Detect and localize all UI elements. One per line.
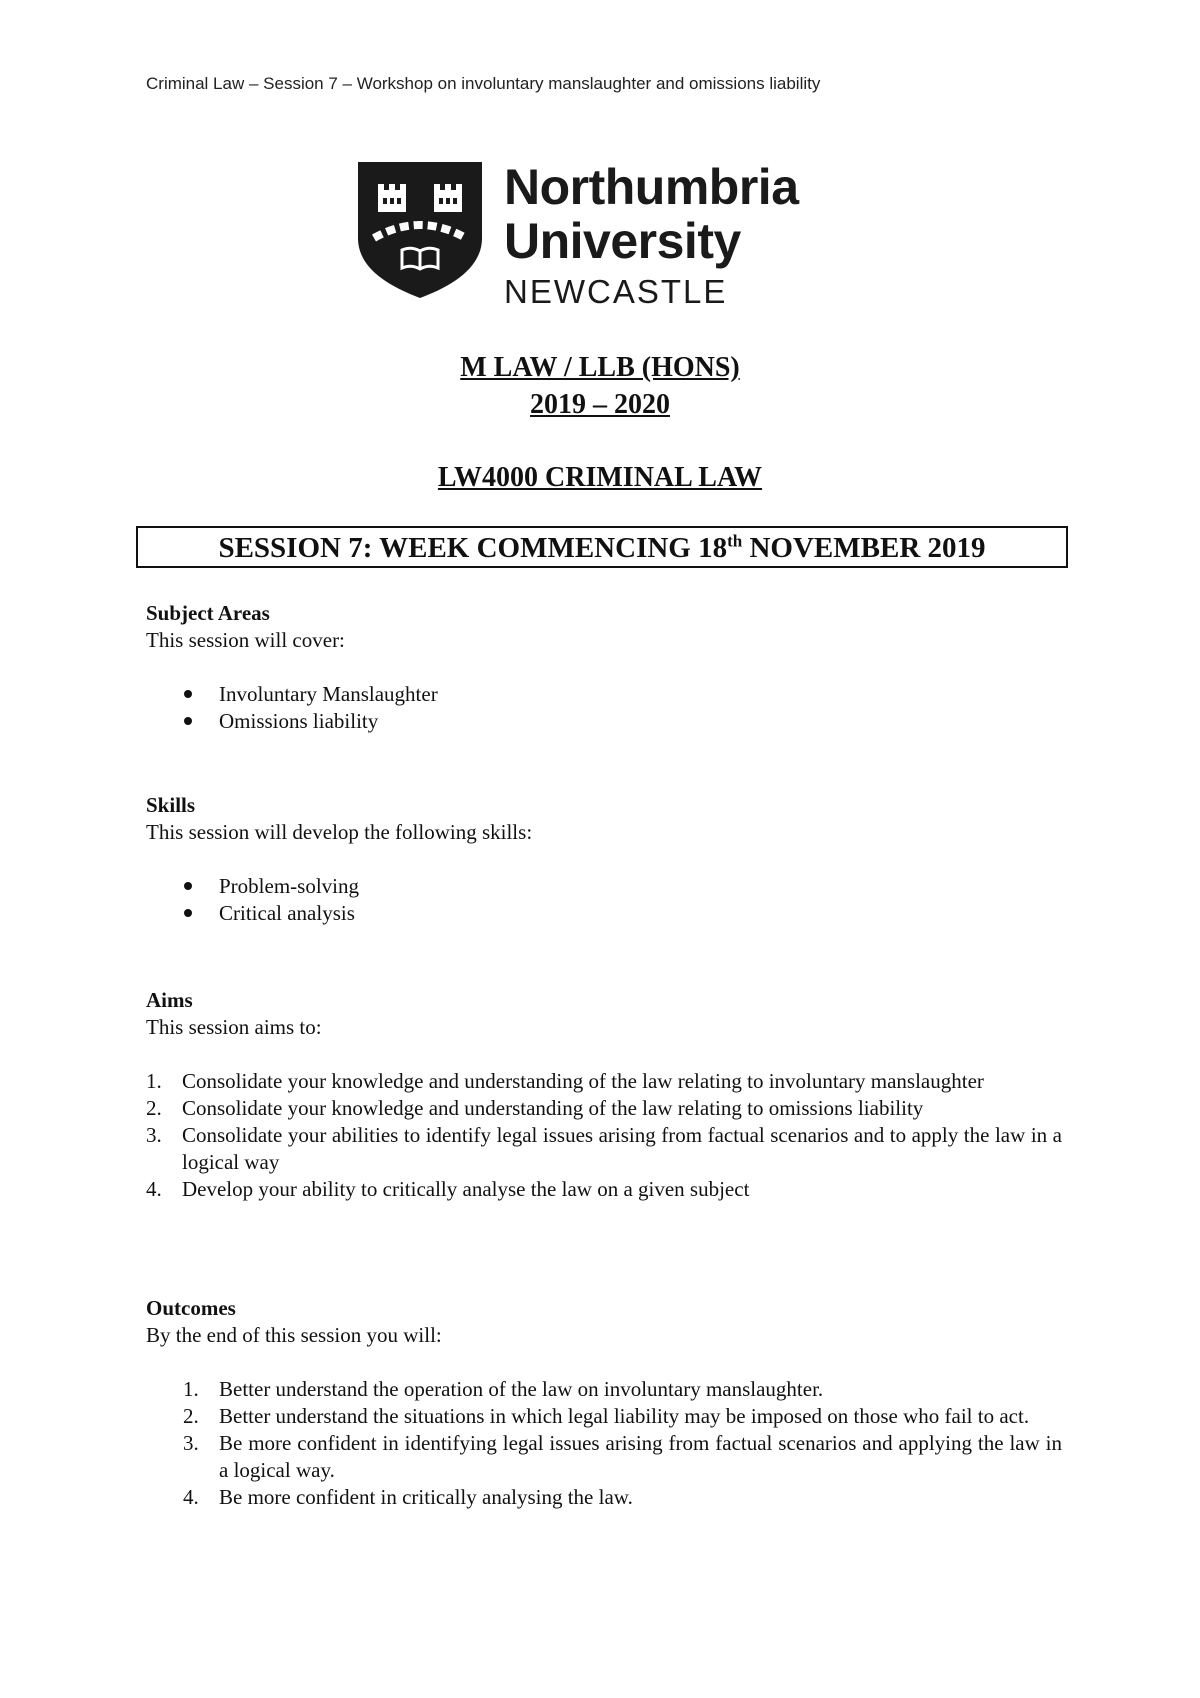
section-heading: Outcomes xyxy=(146,1296,236,1320)
aims-list xyxy=(146,1068,1062,1203)
list-item: Problem-solving xyxy=(146,873,1062,900)
subject-areas-section xyxy=(146,600,1062,735)
skills-list xyxy=(146,873,1062,927)
bullet-icon xyxy=(184,690,192,698)
programme-title: M LAW / LLB (HONS) xyxy=(460,352,740,383)
list-item: 4. Develop your ability to critically analyse the law on a given subject xyxy=(146,1177,750,1201)
session-sup: th xyxy=(727,531,743,551)
skills-section xyxy=(146,792,1062,927)
list-item: 4. Be more confident in critically analysing the law. xyxy=(183,1485,633,1509)
section-intro: This session will cover: xyxy=(146,628,345,652)
logo-line-3: NEWCASTLE xyxy=(504,273,728,310)
section-heading: Subject Areas xyxy=(146,601,270,625)
aims-section xyxy=(146,987,1062,1203)
list-item: Omissions liability xyxy=(146,708,1062,735)
bullet-icon xyxy=(184,882,192,890)
list-item: 1. Consolidate your knowledge and understanding of the law relating to involuntary manslaughter xyxy=(146,1069,984,1093)
section-intro: By the end of this session you will: xyxy=(146,1323,442,1347)
list-item: 2. Consolidate your knowledge and understanding of the law relating to omissions liability xyxy=(146,1096,924,1120)
list-item: Involuntary Manslaughter xyxy=(146,681,1062,708)
subject-list xyxy=(146,681,1062,735)
section-intro: This session aims to: xyxy=(146,1015,322,1039)
list-item: 3. Be more confident in identifying legal issues arising from factual scenarios and applying the law in a logical way. xyxy=(183,1431,1062,1482)
list-item: 1. Better understand the operation of the law on involuntary manslaughter. xyxy=(183,1377,824,1401)
logo-line-1: Northumbria xyxy=(504,159,799,215)
academic-year: 2019 – 2020 xyxy=(530,389,670,420)
list-item: Critical analysis xyxy=(146,900,1062,927)
session-banner xyxy=(136,526,1068,568)
logo-wordmark xyxy=(504,160,799,314)
bullet-icon xyxy=(184,909,192,917)
section-intro: This session will develop the following skills: xyxy=(146,820,533,844)
section-heading: Skills xyxy=(146,793,196,817)
session-prefix: SESSION 7: WEEK COMMENCING 18 xyxy=(218,532,728,564)
shield-crest-icon xyxy=(356,160,484,300)
list-item: 3. Consolidate your abilities to identify legal issues arising from factual scenarios and to apply the law in a logical way xyxy=(146,1123,1062,1174)
session-suffix: NOVEMBER 2019 xyxy=(742,532,986,564)
module-title: LW4000 CRIMINAL LAW xyxy=(437,462,763,493)
list-item: 2. Better understand the situations in which legal liability may be imposed on those who fail to act. xyxy=(183,1404,1030,1428)
bullet-icon xyxy=(184,717,192,725)
outcomes-section xyxy=(146,1295,1062,1511)
university-logo xyxy=(356,160,836,310)
running-header: Criminal Law – Session 7 – Workshop on involuntary manslaughter and omissions liability xyxy=(146,74,821,93)
logo-line-2: University xyxy=(504,213,741,269)
section-heading: Aims xyxy=(146,988,193,1012)
outcomes-list xyxy=(146,1376,1062,1511)
